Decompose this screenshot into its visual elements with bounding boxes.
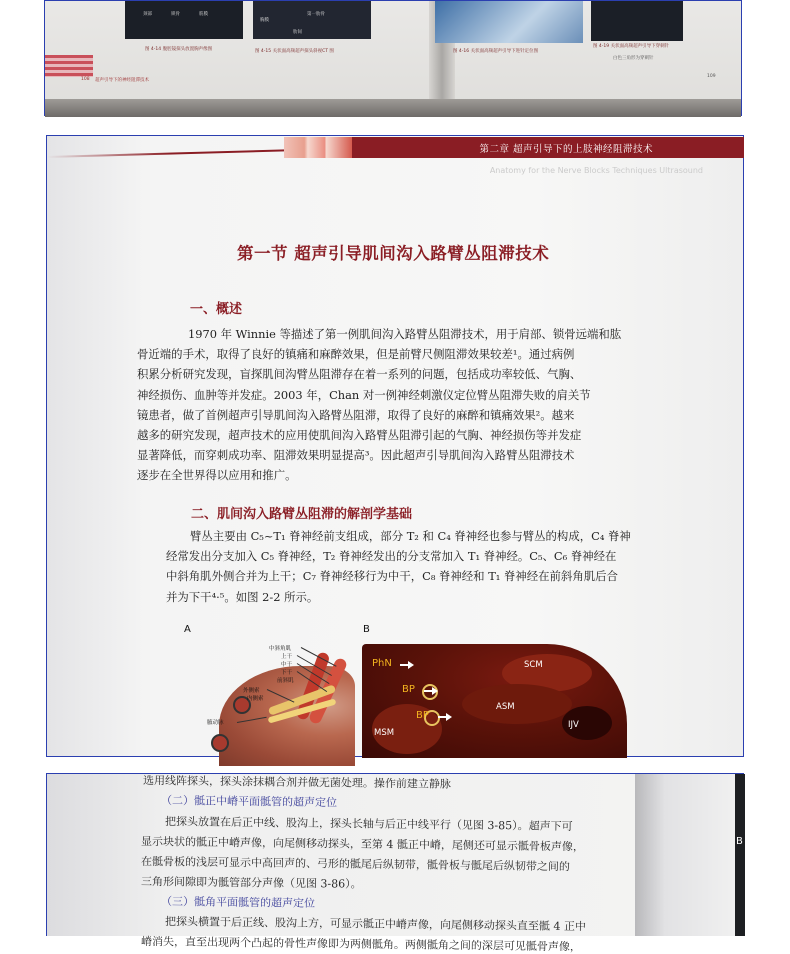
text-line: 并为下干⁴·⁵。如图 2-2 所示。	[166, 589, 319, 604]
book-photo-main	[46, 135, 744, 757]
ultrasound-image-3	[591, 1, 683, 41]
book-bottom-edge	[45, 99, 741, 117]
figure-b-ultrasound-section	[362, 644, 627, 758]
text-line: 中斜角肌外侧合并为上干；C₇ 脊神经移行为中干，C₈ 脊神经和 T₁ 脊神经在前斜角肌后合	[166, 569, 618, 584]
text-line: 臂丛主要由 C₅~T₁ 脊神经前支组成，部分 T₂ 和 C₄ 脊神经也参与臂丛的构成，C₄ 脊神	[190, 529, 631, 543]
text-line: 显示块状的骶正中嵴声像，向尾侧移动探头，至第 4 骶正中嵴，尾侧还可显示骶骨板声像，	[140, 835, 585, 854]
arrow-icon	[400, 664, 410, 666]
page-number-right: 109	[707, 74, 716, 79]
label-scm: SCM	[524, 660, 543, 670]
us-label: 颈部	[143, 12, 152, 17]
anatomy-label: 上干	[281, 654, 293, 660]
label-msm: MSM	[374, 728, 395, 738]
figure-caption: 白色三角形为穿刺针	[613, 56, 654, 61]
text-line: 越多的研究发现，超声技术的应用使肌间沟入路臂丛阻滞引起的气胸、神经损伤等并发症	[137, 428, 582, 443]
arrow-icon	[424, 690, 434, 692]
label-ijv: IJV	[568, 720, 579, 730]
dark-strip	[735, 774, 745, 936]
text-line: 把探头横置于后正线、股沟上方，可显示骶正中嵴声像，向尾侧移动探头直至骶 4 正中	[164, 915, 587, 934]
anatomy-label: 中干	[281, 662, 293, 668]
arrow-icon	[438, 716, 448, 718]
ultrasound-image-1	[125, 1, 243, 39]
anatomy-label: 内侧索	[247, 696, 264, 702]
page-number-left: 108	[81, 77, 90, 82]
text-line: 镜患者，做了首例超声引导肌间沟入路臂丛阻滞，取得了良好的麻醉和镇痛效果²。越来	[137, 407, 575, 422]
us-label: 第一肋骨	[307, 12, 325, 17]
overview-paragraph	[137, 324, 622, 486]
figure-caption: 图 4-15 关状面高频超声探头斜视CT 图	[255, 49, 334, 54]
text-line: 选用线阵探头，探头涂抹耦合剂并做无菌处理。操作前建立静脉	[142, 774, 452, 791]
label-phn: PhN	[372, 658, 392, 669]
section-title: 第一节 超声引导肌间沟入路臂丛阻滞技术	[237, 244, 550, 263]
anatomy-label: 下干	[281, 670, 293, 676]
text-line: 在骶骨板的浅层可显示中高回声的、弓形的骶尾后纵韧带，骶骨板与骶尾后纵韧带之间的	[140, 855, 571, 874]
procedure-photo	[435, 1, 583, 43]
text-line: 骨近端的手术，取得了良好的镇痛和麻醉效果，但是前臂尺侧阻滞效果较差¹。通过病例	[137, 347, 575, 362]
page-edge	[635, 774, 735, 936]
chapter-header: 第二章 超声引导下的上肢神经阻滞技术	[479, 144, 653, 155]
text-line: 显著降低，而穿刺成功率、阻滞效果明显提高³。因此超声引导肌间沟入路臂丛阻滞技术	[137, 448, 575, 463]
edge-label: B	[736, 836, 743, 847]
figure-a-anatomy-illustration	[197, 636, 355, 758]
subheading-3: （三）骶角平面骶管的超声定位	[160, 895, 316, 910]
text-line: 把探头放置在后正中线、股沟上，探头长轴与后正中线平行（见图 3-85）。超声下可	[164, 815, 573, 833]
book-photo-top	[44, 0, 742, 116]
us-label: 筋膜	[199, 12, 208, 17]
figure-caption: 图 4-14 腹腔镜探头放置胸声像图	[145, 47, 213, 52]
figure-caption: 图 4-19 关状面高频超声引导下穿刺针	[593, 44, 670, 49]
header-accent	[284, 137, 352, 158]
asm-region	[462, 684, 572, 724]
anatomy-label: 中斜角肌	[269, 646, 292, 652]
text-line: 1970 年 Winnie 等描述了第一例肌间沟入路臂丛阻滞技术，用于肩部、锁骨远端和肱	[188, 327, 622, 341]
text-line: 积累分析研究发现，盲探肌间沟臂丛阻滞存在着一系列的问题，包括成功率较低、气胸、	[137, 367, 582, 382]
us-label: 肋间	[293, 30, 302, 35]
vessel-cross-section	[211, 734, 229, 752]
text-line: 逐步在全世界得以应用和推广。	[137, 468, 297, 483]
text-line: 神经损伤、血肿等并发症。2003 年，Chan 对一例神经刺激仪定位臂丛阻滞失败的肩关节	[137, 387, 591, 402]
label-bp: BP	[402, 684, 415, 695]
ultrasound-image-2	[253, 1, 371, 39]
anatomy-label: 外侧索	[243, 688, 260, 694]
label-asm: ASM	[496, 702, 515, 712]
us-label: 胸膜	[260, 18, 269, 23]
figure-caption: 图 4-16 关状面高频超声引导下进针定位图	[453, 49, 539, 54]
show-through-text: Anatomy for the Nerve Blocks Techniques Ultrasound	[489, 166, 703, 175]
anatomy-paragraph	[166, 526, 631, 607]
anatomy-label: 前斜肌	[277, 678, 294, 684]
label-bp: BP	[416, 710, 429, 721]
figure-b-label: B	[363, 624, 370, 635]
text-line: 经常发出分支加入 C₅ 脊神经，T₂ 脊神经发出的分支常加入 T₁ 脊神经。C₅、C₆ 脊神经在	[166, 549, 617, 564]
figure-a-label: A	[184, 624, 191, 635]
subheading-2: （二）骶正中嵴平面骶管的超声定位	[160, 794, 338, 810]
heading-anatomy: 二、肌间沟入路臂丛阻滞的解剖学基础	[191, 507, 413, 522]
us-label: 锁骨	[171, 12, 180, 17]
book-photo-bottom	[46, 773, 744, 954]
heading-overview: 一、概述	[190, 302, 243, 317]
anatomy-label: 腋动脉	[207, 720, 224, 726]
text-line: 三角形间隙即为骶管部分声像（见图 3-86）。	[140, 875, 362, 891]
page-edge-stripe	[45, 55, 93, 77]
page-footer: 超声引导下的神经阻滞技术	[95, 78, 149, 83]
text-line: 嵴消失，直至出现两个凸起的骨性声像即为两侧骶角。两侧骶角之间的深层可见骶骨声像，	[140, 935, 582, 954]
